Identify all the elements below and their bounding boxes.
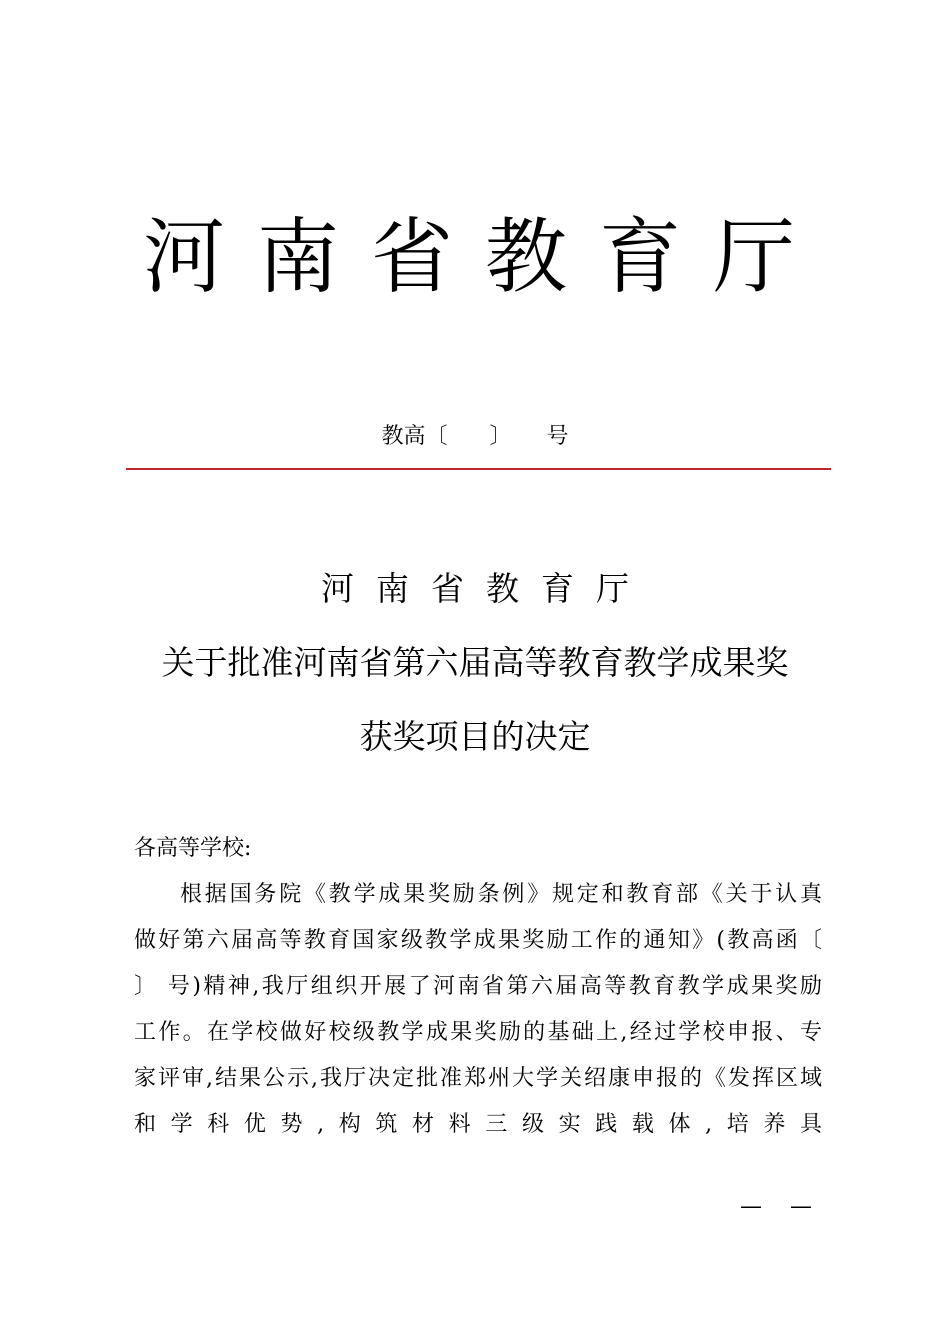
- title-line-1: 河南省教育厅: [321, 569, 651, 608]
- page-number-marker: — —: [740, 1194, 812, 1219]
- document-number: 教高〔 〕 号: [381, 424, 569, 449]
- body-paragraph: 根据国务院《教学成果奖励条例》规定和教育部《关于认真做好第六届高等教育国家级教学成果奖励工作的通知》(教高函〔 〕 号)精神,我厅组织开展了河南省第六届高等教育教学成果奖励工作。在学校做好校级教学成果奖励的基础上,经过学校申报、专家评审,结果公示,我厅决定批准郑州大学关绍康申报的《发挥区域和学科优势,构筑材料三级实践载体,培养具: [134, 882, 824, 1137]
- title-line-3: 获奖项目的决定: [359, 717, 591, 756]
- red-divider-line: [126, 468, 831, 470]
- title-line-2: 关于批准河南省第六届高等教育教学成果奖: [161, 643, 789, 682]
- addressee: 各高等学校:: [134, 836, 252, 861]
- masthead-title: 河南省教育厅: [142, 210, 827, 305]
- document-title: [0, 552, 950, 774]
- document-body: [134, 826, 824, 1148]
